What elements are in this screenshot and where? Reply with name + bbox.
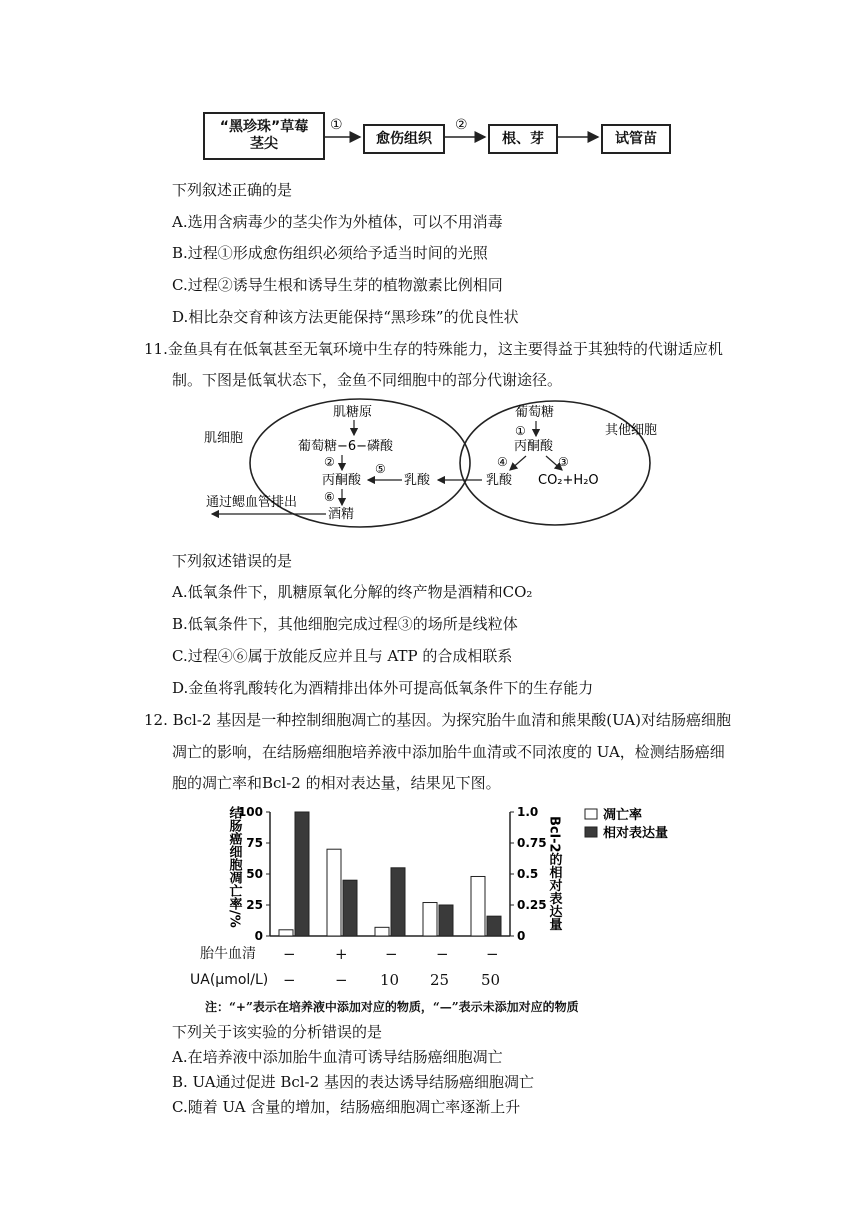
row-serum-value: + <box>335 945 348 963</box>
y-tick-label-left: 0 <box>254 929 263 943</box>
flow-box-plantlet-label: 试管苗 <box>615 130 657 147</box>
step-5-label: ⑤ <box>375 462 386 476</box>
row-serum-label: 胎牛血清 <box>200 946 256 962</box>
row-serum-value: − <box>385 945 398 963</box>
bar-expression <box>439 905 453 936</box>
row-serum-value: − <box>283 945 296 963</box>
row-ua-label: UA(μmol/L) <box>190 972 269 988</box>
chart-bars <box>279 812 501 936</box>
bar-expression <box>391 868 405 936</box>
y-tick-label-right: 1.0 <box>517 805 539 819</box>
ethanol-label: 酒精 <box>328 507 355 522</box>
q11-option-c: C.过程④⑥属于放能反应并且与 ATP 的合成相联系 <box>172 647 513 665</box>
q12-intro-line2: 凋亡的影响，在结肠癌细胞培养液中添加胎牛血清或不同浓度的 UA，检测结肠癌细 <box>172 743 725 761</box>
step-1-label: ① <box>515 424 526 438</box>
bar-apoptosis <box>279 930 293 936</box>
bar-apoptosis <box>375 927 389 936</box>
q12-intro-line1: 12. Bcl-2 基因是一种控制细胞凋亡的基因。为探究胎牛血清和熊果酸(UA)对结肠癌细胞 <box>144 711 731 729</box>
y-tick-label-right: 0.75 <box>517 836 547 850</box>
q10-option-c: C.过程②诱导生根和诱导生芽的植物激素比例相同 <box>172 276 503 294</box>
bar-apoptosis <box>327 849 341 936</box>
row-serum-value: − <box>486 945 499 963</box>
row-ua-value: 50 <box>481 971 501 989</box>
y-tick-label-left: 25 <box>246 898 263 912</box>
flow-box-explant-line1: “黑珍珠”草莓 <box>219 119 309 135</box>
other-cell-ellipse <box>460 401 650 525</box>
row-ua-value: 25 <box>430 971 450 989</box>
chart-legend <box>585 807 668 841</box>
q10-option-a: A.选用含病毒少的茎尖作为外植体，可以不用消毒 <box>172 213 503 231</box>
legend-label-expression: 相对表达量 <box>603 826 669 841</box>
pyruvate-left-label: 丙酮酸 <box>322 473 362 488</box>
y-tick-label-right: 0.25 <box>517 898 547 912</box>
q12-option-b: B. UA通过促进 Bcl-2 基因的表达诱导结肠癌细胞凋亡 <box>172 1073 534 1091</box>
q11-option-a: A.低氧条件下，肌糖原氧化分解的终产物是酒精和CO₂ <box>172 583 533 601</box>
q12-intro-line3: 胞的凋亡率和Bcl-2 的相对表达量，结果见下图。 <box>172 774 501 792</box>
lactate-mid-label: 乳酸 <box>404 473 431 488</box>
y-tick-label-right: 0.5 <box>517 867 539 881</box>
bar-apoptosis <box>423 903 437 936</box>
flow-step-2: ② <box>455 117 468 133</box>
q12-option-c: C.随着 UA 含量的增加，结肠癌细胞凋亡率逐渐上升 <box>172 1098 521 1116</box>
y-tick-label-right: 0 <box>517 929 526 943</box>
y-tick-label-left: 75 <box>246 836 263 850</box>
step-2-label: ② <box>324 455 335 469</box>
legend-label-apoptosis: 凋亡率 <box>603 808 643 823</box>
bar-expression <box>295 812 309 936</box>
bar-apoptosis <box>471 876 485 936</box>
glucose-label: 葡萄糖 <box>515 405 555 420</box>
q11-intro-line1: 11.金鱼具有在低氧甚至无氧环境中生存的特殊能力，这主要得益于其独特的代谢适应机 <box>144 340 723 358</box>
metabolism-diagram <box>190 398 680 538</box>
q12-option-a: A.在培养液中添加胎牛血清可诱导结肠癌细胞凋亡 <box>172 1048 503 1066</box>
q11-stem: 下列叙述错误的是 <box>172 552 293 570</box>
lactate-right-label: 乳酸 <box>486 473 513 488</box>
q11-option-d: D.金鱼将乳酸转化为酒精排出体外可提高低氧条件下的生存能力 <box>172 679 594 697</box>
g6p-label: 葡萄糖−6−磷酸 <box>298 439 394 454</box>
bar-expression <box>343 880 357 936</box>
step-4-label: ④ <box>497 455 508 469</box>
arrow-pyruvate-lactate <box>510 456 526 470</box>
q10-stem: 下列叙述正确的是 <box>172 181 293 199</box>
chart-note: 注：“+”表示在培养液中添加对应的物质，“—”表示未添加对应的物质 <box>205 1000 579 1014</box>
flow-arrows <box>0 0 868 170</box>
y-axis-label-right: Bcl-2的相对表达量 <box>546 816 562 931</box>
step-3-label: ③ <box>558 455 569 469</box>
glycogen-label: 肌糖原 <box>333 405 373 420</box>
legend-swatch-expression <box>585 827 597 837</box>
y-tick-label-left: 50 <box>246 867 263 881</box>
q10-option-b: B.过程①形成愈伤组织必须给予适当时间的光照 <box>172 244 488 262</box>
flow-box-explant-line2: 茎尖 <box>250 136 278 152</box>
legend-swatch-apoptosis <box>585 809 597 819</box>
q10-option-d: D.相比杂交育种该方法更能保持“黑珍珠”的优良性状 <box>172 308 519 326</box>
step-6-label: ⑥ <box>324 490 335 504</box>
q11-option-b: B.低氧条件下，其他细胞完成过程③的场所是线粒体 <box>172 615 518 633</box>
y-axis-label-left: 结肠癌细胞凋亡率/% <box>226 806 242 928</box>
row-ua-value: − <box>335 971 348 989</box>
apoptosis-bar-chart <box>210 802 690 952</box>
other-cell-label: 其他细胞 <box>605 423 658 438</box>
row-ua-value: − <box>283 971 296 989</box>
excrete-label: 通过鳃血管排出 <box>206 495 298 510</box>
flow-box-callus-label: 愈伤组织 <box>376 130 432 147</box>
flow-step-1: ① <box>330 117 343 133</box>
row-ua-value: 10 <box>380 971 400 989</box>
q11-intro-line2: 制。下图是低氧状态下，金鱼不同细胞中的部分代谢途径。 <box>172 371 563 389</box>
q12-stem: 下列关于该实验的分析错误的是 <box>172 1023 383 1041</box>
muscle-cell-label: 肌细胞 <box>204 431 244 446</box>
pyruvate-right-label: 丙酮酸 <box>514 439 554 454</box>
y-tick-label-left: 100 <box>237 805 263 819</box>
row-serum-value: − <box>436 945 449 963</box>
flow-box-root-bud-label: 根、芽 <box>502 130 544 147</box>
co2-h2o-label: CO₂+H₂O <box>538 473 599 488</box>
bar-expression <box>487 916 501 936</box>
